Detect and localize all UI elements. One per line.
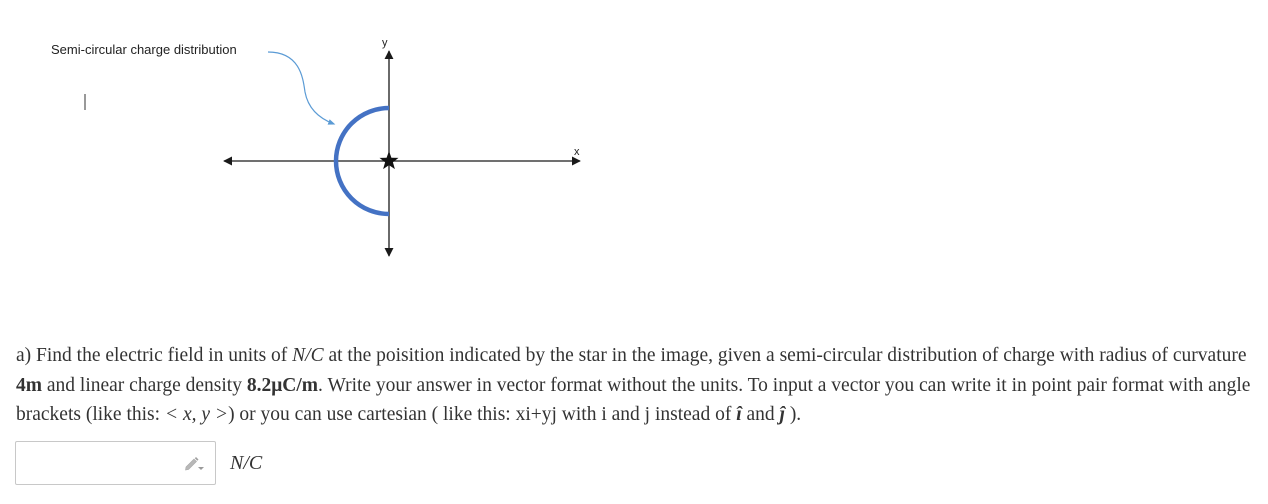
callout-label: Semi-circular charge distribution <box>51 42 237 57</box>
j-hat: ĵ <box>779 404 785 425</box>
pencil-icon[interactable] <box>183 454 205 472</box>
vector-example: < x, y > <box>164 404 229 425</box>
question-part4: . Write your answer in vector format without the units. To input a vector you can write it in point pair format with angle brackets (like this: <box>16 374 1251 425</box>
question-part2: at the poisition indicated by the star in the image, given a semi-circular distribution of charge with radius of curvature <box>323 345 1247 366</box>
question-part6: and <box>741 404 780 425</box>
question-prefix: a) Find the electric field in units of <box>16 345 293 366</box>
y-axis-label: y <box>382 37 388 49</box>
answer-row <box>15 441 262 485</box>
i-hat: î <box>736 404 742 425</box>
answer-input[interactable] <box>16 442 192 482</box>
answer-units: N/C <box>230 451 263 474</box>
x-axis-label: x <box>574 146 580 158</box>
question-part3: and linear charge density <box>42 374 247 396</box>
question-suffix: ). <box>784 404 802 425</box>
inline-units: N/C <box>292 345 324 366</box>
question-text <box>16 341 1252 430</box>
question-part5: ) or you can use cartesian ( like this: xi+yj with i and j instead of <box>228 404 737 425</box>
density-value: 8.2μC/m <box>246 374 319 396</box>
curved-arrow-icon <box>268 52 334 124</box>
radius-value: 4m <box>16 374 42 396</box>
answer-field <box>15 441 216 485</box>
